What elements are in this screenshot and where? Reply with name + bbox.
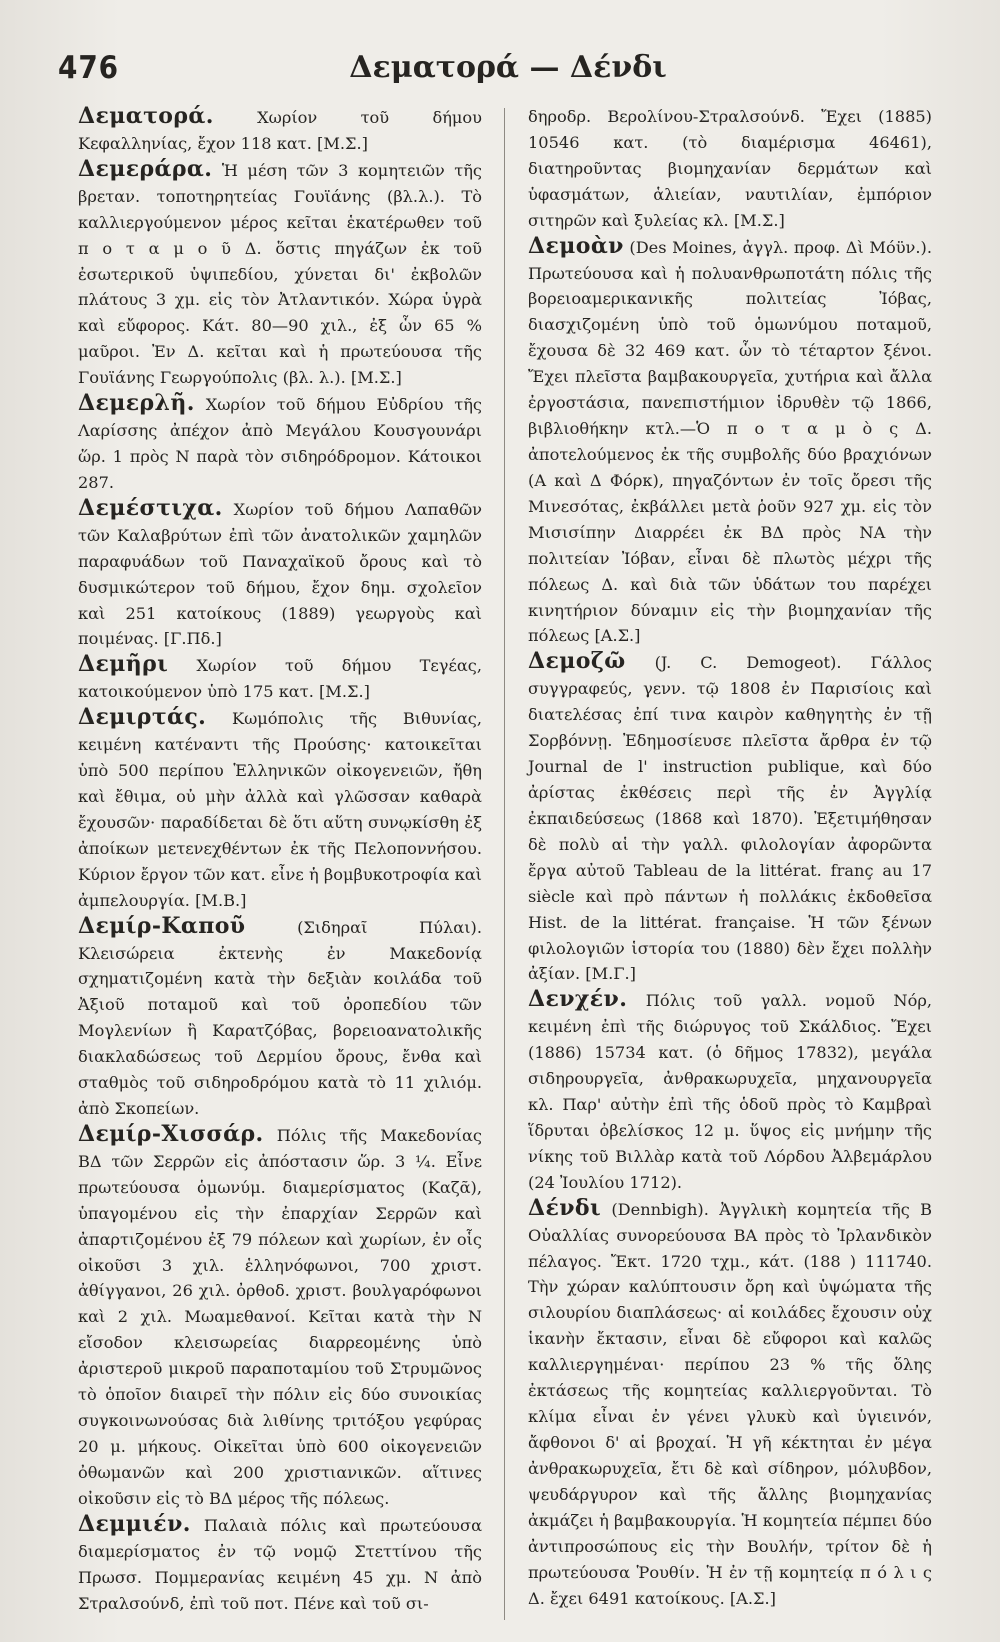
dictionary-entry xyxy=(528,234,932,650)
left-column xyxy=(78,104,482,1616)
entry-text: (J. C. Demogeot). Γάλλος συγγραφεύς, γενν. τῷ 1808 ἐν Παρισίοις καὶ διατελέσας ἐπί τινα καιρὸν καθηγητὴς ἐν τῇ Σορβόννῃ. Ἐδημοσίευσε πλεῖστα ἄρθρα ἐν τῷ Journal de l' instruction publique, καὶ δύο ἀρίστας ἐκθέσεις περὶ τῆς ἐν Ἀγγλίᾳ ἐκπαιδεύσεως (1868 καὶ 1870). Ἐξετιμήθησαν δὲ πολὺ αἱ τὴν γαλλ. φιλολογίαν ἀφορῶντα ἔργα αὐτοῦ Tableau de la littérat. franç au 17 siècle καὶ πρὸ πάντων ἡ πολλάκις ἐκδοθεῖσα Hist. de la littérat. française. Ἡ τῶν ξένων φιλολογιῶν ἱστορία του (1880) δὲν ἔχει πολλὴν ἀξίαν. [Μ.Γ.] xyxy=(528,653,932,984)
column-divider xyxy=(504,108,505,1620)
entry-text: (Des Moines, ἀγγλ. προφ. Δὶ Μόϋν.). Πρωτεύουσα καὶ ἡ πολυανθρωποτάτη πόλις τῆς βορειοαμερικανικῆς πολιτείας Ἰόβας, διασχιζομένη ὑπὸ τοῦ ὁμωνύμου ποταμοῦ, ἔχουσα δὲ 32 469 κατ. ὧν τὸ τέταρτον ξένοι. Ἔχει πλεῖστα βαμβακουργεῖα, χυτήρια καὶ ἄλλα ἐργοστάσια, πανεπιστήμιον ἱδρυθὲν τῷ 1866, βιβλιοθήκην κτλ.—Ὁ π ο τ α μ ὸ ς Δ. ἀποτελούμενος ἐκ τῆς συμβολῆς δύο βραχιόνων (Α καὶ Δ Φόρκ), πηγαζόντων ἐν τοῖς ὄρεσι τῆς Μινεσότας, ἐκβάλλει μετὰ ῥοῦν 927 χμ. εἰς τὸν Μισισίπην Διαρρέει ἐκ ΒΔ πρὸς ΝΑ τὴν πολιτείαν Ἰόβαν, εἶναι δὲ πλωτὸς μέχρι τῆς πόλεως Δ. καὶ διὰ τῶν ὑδάτων του παρέχει κινητήριον δύναμιν εἰς τὴν βιομηχανίαν τῆς πόλεως [Α.Σ.] xyxy=(528,237,932,646)
running-head: Δεματορά — Δένδι xyxy=(349,50,667,85)
entry-headword: Δενχέν. xyxy=(528,986,628,1013)
entry-headword: Δεμοζῶ xyxy=(528,648,626,675)
entry-headword: Δεμίρ-Χισσάρ. xyxy=(78,1120,264,1147)
entry-text: δηροδρ. Βερολίνου-Στραλσούνδ. Ἔχει (1885) 10546 κατ. (τὸ διαμέρισμα 46461), διατηροῦντας βιομηχανίαν δερμάτων καὶ ὑφασμάτων, ἁλιείαν, ναυτιλίαν, ἐμπόριον σιτηρῶν καὶ ξυλείας κλ. [Μ.Σ.] xyxy=(528,107,932,230)
entry-text: (Dennbigh). Ἀγγλικὴ κομητεία τῆς Β Οὐαλλίας συνορεύουσα ΒΑ πρὸς τὸ Ἰρλανδικὸν πέλαγος. Ἔκτ. 1720 τχμ., κάτ. (188 ) 111740. Τὴν χώραν καλύπτουσιν ὄρη καὶ ὑψώματα τῆς σιλουρίου διαπλάσεως· αἱ κοιλάδες ἔχουσιν οὐχ ἱκανὴν ἔκτασιν, εἶναι δὲ εὔφοροι καὶ καλῶς καλλιεργημέναι· περίπου 23 % τῆς ὅλης ἐκτάσεως τῆς κομητείας καλλιεργοῦνται. Τὸ κλίμα εἶναι ἐν γένει γλυκὺ καὶ ὑγιεινόν, ἄφθονοι δ' αἱ βροχαί. Ἡ γῆ κέκτηται ἐν μέγα ἀνθρακωρυχεῖα, ἔτι δὲ καὶ σίδηρον, μόλυβδον, ψευδάργυρον καὶ τῆς ἄλλης βιομηχανίας ἀκμάζει ἡ βαμβακουργία. Ἡ κομητεία πέμπει δύο ἀντιπροσώπους εἰς τὴν Βουλήν, τρίτον δὲ ἡ πρωτεύουσα Ῥουθίν. Ἡ ἐν τῇ κομητείᾳ π ό λ ι ς Δ. ἔχει 6491 κατοίκους. [Α.Σ.] xyxy=(528,1199,933,1608)
entry-headword: Δένδι xyxy=(528,1194,602,1221)
entry-text: Χωρίον τοῦ δήμου Λαπαθῶν τῶν Καλαβρύτων ἐπὶ τῶν ἀνατολικῶν χαμηλῶν παραφυάδων τοῦ Παναχαϊκοῦ ὄρους καὶ τὸ δυσμικώτερον τοῦ δήμου, ἔχον δημ. σχολεῖον καὶ 251 κατοίκους (1889) γεωργοὺς καὶ ποιμένας. [Γ.Πδ.] xyxy=(78,499,482,649)
dictionary-entry xyxy=(78,157,482,391)
page-number: 476 xyxy=(58,50,119,86)
dictionary-entry xyxy=(528,104,932,234)
dictionary-entry xyxy=(78,705,482,913)
entry-text: Πόλις τῆς Μακεδονίας ΒΔ τῶν Σερρῶν εἰς ἀπόστασιν ὥρ. 3 ¼. Εἶνε πρωτεύουσα ὁμωνύμ. διαμερίσματος (Καζᾶ), ὑπαγομένου εἰς τὴν ἐπαρχίαν Σερρῶν καὶ ἀπαρτιζομένου ἐξ 79 πόλεων καὶ χωρίων, ἐν οἷς οἰκοῦσι 3 χιλ. ἑλληνόφωνοι, 700 χριστ. ἀθίγγανοι, 26 χιλ. ὀρθοδ. χριστ. βουλγαρόφωνοι καὶ 2 χιλ. Μωαμεθανοί. Κεῖται κατὰ τὴν Ν εἴσοδον κλεισωρείας διαρρεομένης ὑπὸ ἀριστεροῦ μικροῦ παραποταμίου τοῦ Στρυμῶνος τὸ ὁποῖον διαιρεῖ τὴν πόλιν εἰς δύο συνοικίας συγκοινωνούσας διὰ λιθίνης τριτόξου γεφύρας 20 μ. μήκους. Οἰκεῖται ὑπὸ 600 οἰκογενειῶν ὀθωμανῶν καὶ 200 χριστιανικῶν. αἵτινες οἰκοῦσιν εἰς τὸ ΒΔ μέρος τῆς πόλεως. xyxy=(78,1125,482,1508)
dictionary-entry xyxy=(528,1196,932,1612)
entry-headword: Δεμερλῆ. xyxy=(78,390,195,417)
entry-headword: Δεμέστιχα. xyxy=(78,494,223,521)
dictionary-entry xyxy=(78,1122,482,1512)
entry-text: (Σιδηραῖ Πύλαι). Κλεισώρεια ἐκτενὴς ἐν Μακεδονίᾳ σχηματιζομένη κατὰ τὴν δεξιὰν κοιλάδα τοῦ Ἀξιοῦ ποταμοῦ καὶ τοῦ ὀροπεδίου τῶν Μογλενίων ἢ Καρατζόβας, βορειοανατολικῆς διακλαδώσεως τοῦ Δερμίου ὄρους, ἔνθα καὶ σταθμὸς τοῦ σιδηροδρόμου κατὰ τὸ 11 χιλιόμ. ἀπὸ Σκοπείων. xyxy=(78,917,482,1119)
entry-headword: Δεμεράρα. xyxy=(78,155,213,182)
entry-headword: Δεματορά. xyxy=(78,103,214,129)
entry-text: Παλαιὰ πόλις καὶ πρωτεύουσα διαμερίσματος ἐν τῷ νομῷ Στεττίνου τῆς Πρωσσ. Πομμερανίας κειμένη 45 χμ. Ν ἀπὸ Στραλσούνδ, ἐπὶ τοῦ ποτ. Πένε καὶ τοῦ σι- xyxy=(78,1515,482,1613)
dictionary-entry xyxy=(78,496,482,653)
dictionary-entry xyxy=(78,391,482,496)
right-column xyxy=(528,104,932,1611)
dictionary-entry xyxy=(78,914,482,1122)
dictionary-entry xyxy=(528,649,932,987)
page-header xyxy=(58,48,958,94)
entry-headword: Δεμίρ-Καποῦ xyxy=(78,912,246,939)
entry-text: Ἡ μέση τῶν 3 κομητειῶν τῆς βρεταν. τοποτηρητείας Γουϊάνης (βλ.λ.). Τὸ καλλιεργούμενον μέρος κεῖται ἑκατέρωθεν τοῦ π ο τ α μ ο ῦ Δ. ὅστις πηγάζων ἐκ τοῦ ἐσωτερικοῦ ὑψιπεδίου, χύνεται δι' ἐκβολῶν πλάτους 3 χμ. εἰς τὸν Ἀτλαντικόν. Χώρα ὑγρὰ καὶ εὔφορος. Κάτ. 80—90 χιλ., ἐξ ὧν 65 % μαῦροι. Ἐν Δ. κεῖται καὶ ἡ πρωτεύουσα τῆς Γουϊάνης Γεωργούπολις (βλ. λ.). [Μ.Σ.] xyxy=(78,160,482,388)
dictionary-entry xyxy=(78,1512,482,1617)
entry-text: Κωμόπολις τῆς Βιθυνίας, κειμένη κατέναντι τῆς Προύσης· κατοικεῖται ὑπὸ 500 περίπου Ἑλληνικῶν οἰκογενειῶν, ἤθη καὶ ἔθιμα, οὐ μὴν ἀλλὰ καὶ γλῶσσαν καθαρὰ ἔχουσῶν· παραδίδεται δὲ ὅτι αὕτη συνῳκίσθη ἐξ ἀποίκων μετενεχθέντων ἐκ τῆς Πελοποννήσου. Κύριον ἔργον τῶν κατ. εἶνε ἡ βομβυκοτροφία καὶ ἀμπελουργία. [Μ.Β.] xyxy=(78,709,482,910)
entry-headword: Δεμῆρι xyxy=(78,651,169,678)
dictionary-entry xyxy=(78,652,482,705)
dictionary-entry xyxy=(78,104,482,157)
entry-text: Πόλις τοῦ γαλλ. νομοῦ Νόρ, κειμένη ἐπὶ τῆς διώρυγος τοῦ Σκάλδιος. Ἔχει (1886) 15734 κατ. (ὁ δῆμος 17832), μεγάλα σιδηρουργεῖα, ἀνθρακωρυχεῖα, μηχανουργεῖα κλ. Παρ' αὐτὴν ἐπὶ τῆς ὁδοῦ πρὸς τὸ Καμβραὶ ἵδρυται ὀβελίσκος 12 μ. ὕψος εἰς μνήμην τῆς νίκης τοῦ Βιλλὰρ κατὰ τοῦ Λόρδου Ἀλβεμάρλου (24 Ἰουλίου 1712). xyxy=(528,991,932,1192)
entry-text: Χωρίον τοῦ δήμου Κεφαλληνίας, ἔχον 118 κατ. [Μ.Σ.] xyxy=(78,108,482,153)
entry-text: Χωρίον τοῦ δήμου Εὐδρίου τῆς Λαρίσσης ἀπέχον ἀπὸ Μεγάλου Κουσγουνάρι ὥρ. 1 πρὸς Ν παρὰ τὸν σιδηρόδρομον. Κάτοικοι 287. xyxy=(78,395,482,492)
entry-text: Χωρίον τοῦ δήμου Τεγέας, κατοικούμενον ὑπὸ 175 κατ. [Μ.Σ.] xyxy=(78,656,482,702)
entry-headword: Δεμιρτάς. xyxy=(78,704,207,731)
dictionary-entry xyxy=(528,987,932,1195)
entry-headword: Δεμοὰν xyxy=(528,232,624,259)
entry-headword: Δεμμιέν. xyxy=(78,1510,191,1537)
